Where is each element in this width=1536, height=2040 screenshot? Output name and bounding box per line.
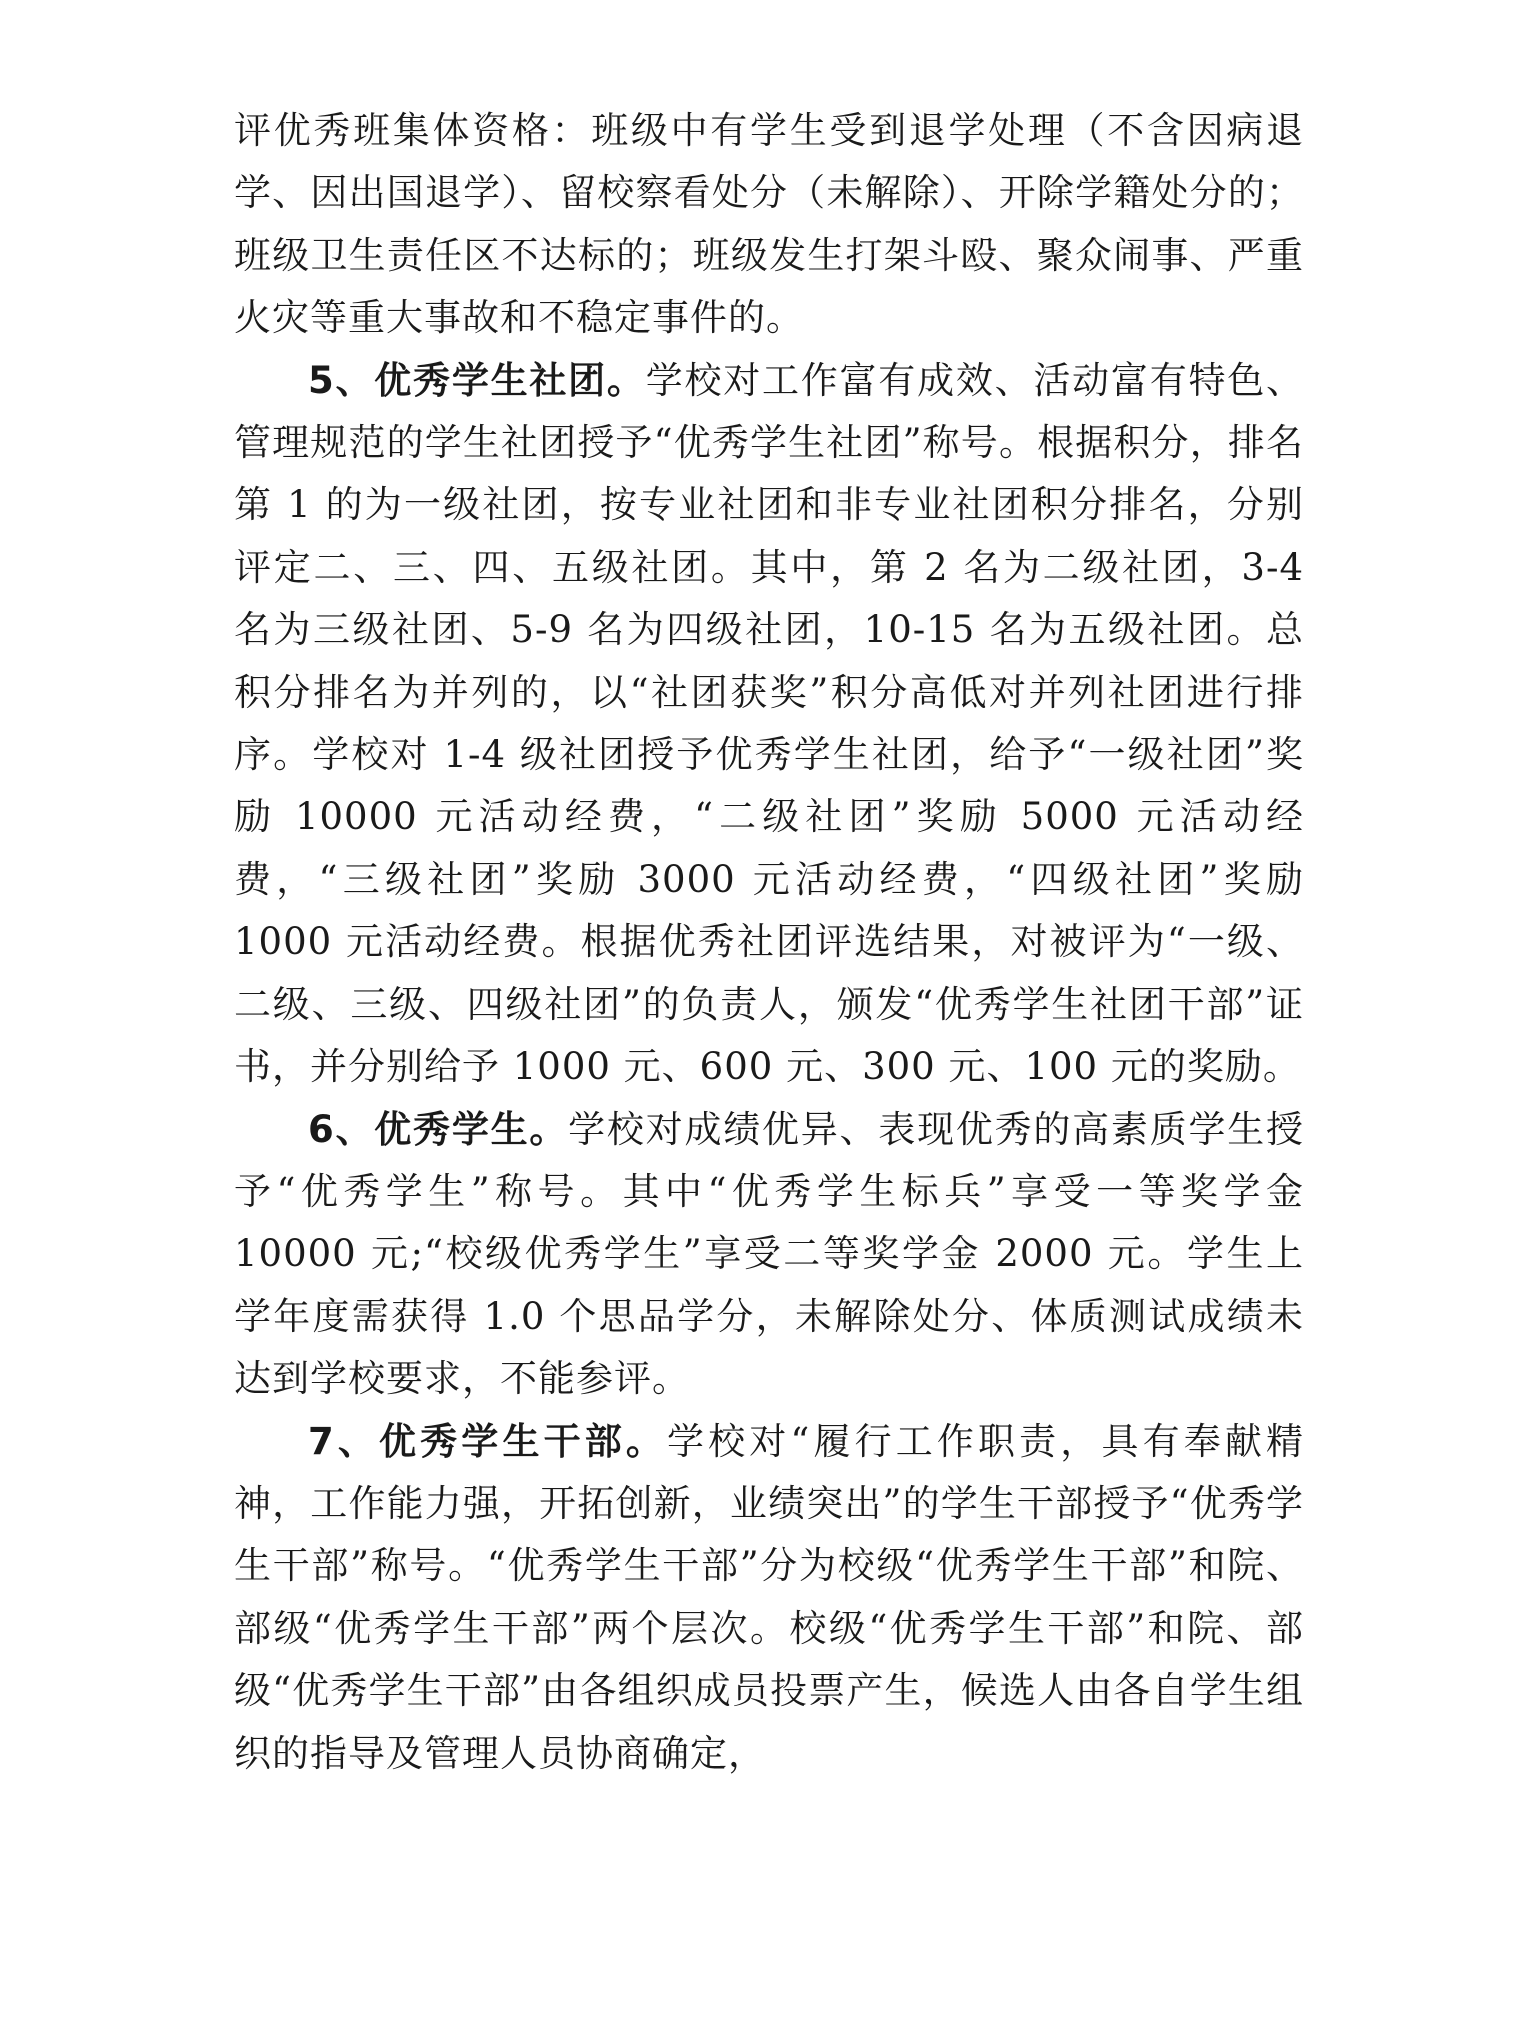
document-body [234, 100, 1304, 1785]
section-5-heading: 5、优秀学生社团。 [308, 358, 646, 402]
section-7-paragraph [234, 1411, 1304, 1785]
section-6-paragraph [234, 1099, 1304, 1411]
section-5-paragraph [234, 350, 1304, 1099]
continuation-paragraph: 评优秀班集体资格：班级中有学生受到退学处理（不含因病退学、因出国退学）、留校察看处分（未解除）、开除学籍处分的；班级卫生责任区不达标的；班级发生打架斗殴、聚众闹事、严重火灾等重大事故和不稳定事件的。 [234, 109, 1304, 340]
section-5-body: 学校对工作富有成效、活动富有特色、管理规范的学生社团授予“优秀学生社团”称号。根据积分，排名第 1 的为一级社团，按专业社团和非专业社团积分排名，分别评定二、三、四、五级社团。其中，第 2 名为二级社团，3-4 名为三级社团、5-9 名为四级社团，10-15 名为五级社团。总积分排名为并列的，以“社团获奖”积分高低对并列社团进行排序。学校对 1-4 级社团授予优秀学生社团，给予“一级社团”奖励 10000 元活动经费，“二级社团”奖励 5000 元活动经费，“三级社团”奖励 3000 元活动经费，“四级社团”奖励 1000 元活动经费。根据优秀社团评选结果，对被评为“一级、二级、三级、四级社团”的负责人，颁发“优秀学生社团干部”证书，并分别给予 1000 元、600 元、300 元、100 元的奖励。 [234, 358, 1305, 1089]
section-7-body: 学校对“履行工作职责，具有奉献精神，工作能力强，开拓创新，业绩突出”的学生干部授予“优秀学生干部”称号。“优秀学生干部”分为校级“优秀学生干部”和院、部级“优秀学生干部”两个层次。校级“优秀学生干部”和院、部级“优秀学生干部”由各组织成员投票产生，候选人由各自学生组织的指导及管理人员协商确定， [234, 1419, 1304, 1775]
section-6-heading: 6、优秀学生。 [308, 1107, 569, 1151]
section-7-heading: 7、优秀学生干部。 [308, 1419, 667, 1463]
section-6-body: 学校对成绩优异、表现优秀的高素质学生授予“优秀学生”称号。其中“优秀学生标兵”享受一等奖学金 10000 元;“校级优秀学生”享受二等奖学金 2000 元。学生上学年度需获得 1.0 个思品学分，未解除处分、体质测试成绩未达到学校要求，不能参评。 [234, 1107, 1304, 1401]
